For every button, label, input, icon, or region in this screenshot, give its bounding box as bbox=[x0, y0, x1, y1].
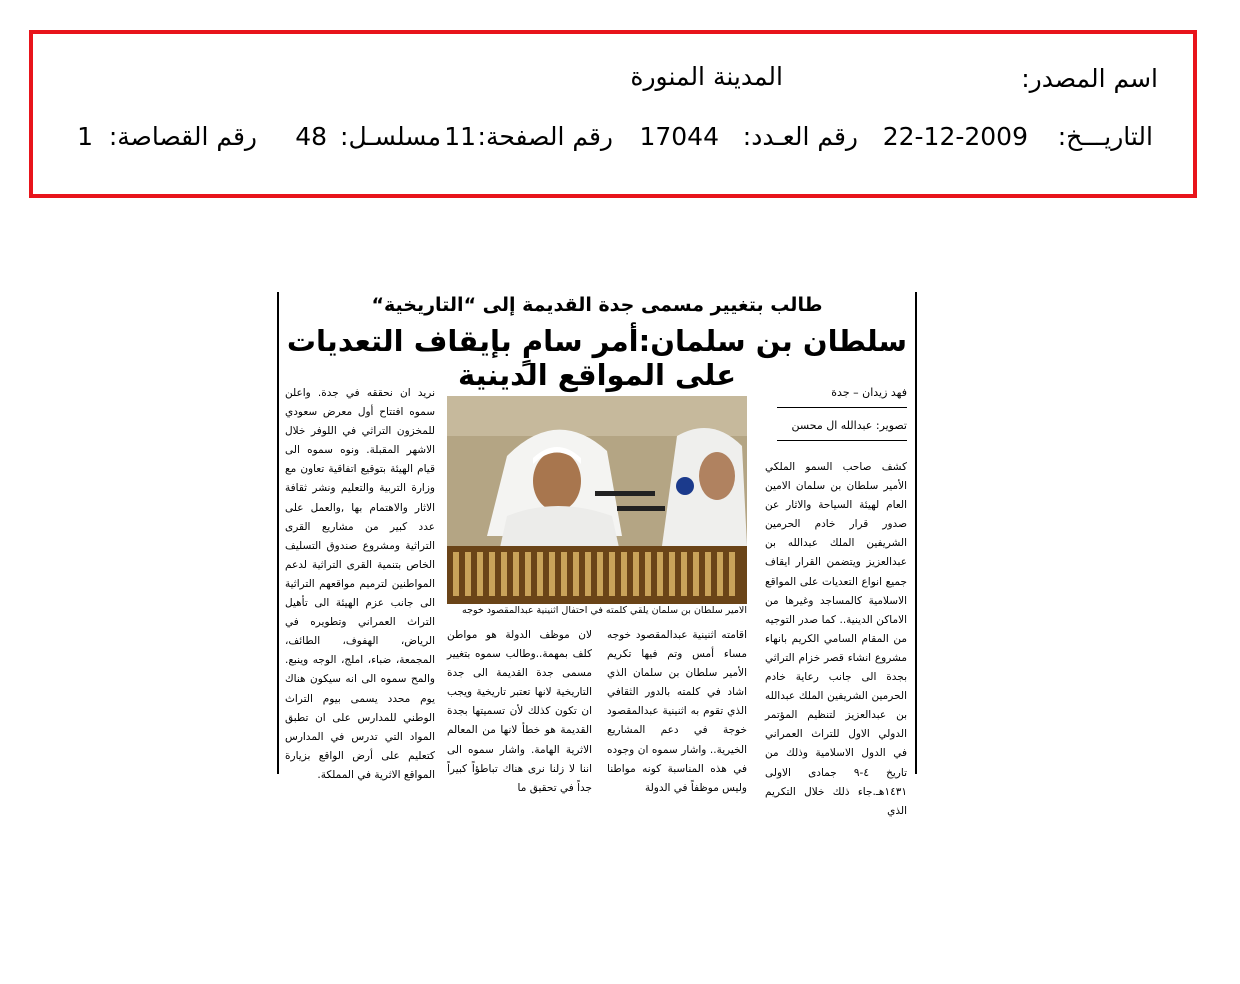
serial-label: مسلسـل: bbox=[340, 122, 441, 151]
byline-author: فهد زيدان – جدة bbox=[831, 386, 907, 399]
source-label: اسم المصدر: bbox=[1021, 64, 1158, 93]
byline-rule-2 bbox=[777, 440, 907, 441]
byline-rule bbox=[777, 407, 907, 408]
clip-value: 1 bbox=[77, 122, 93, 151]
clipping-header bbox=[29, 30, 1197, 198]
page-value: 11 bbox=[444, 122, 476, 151]
article-kicker: طالب بتغيير مسمى جدة القديمة إلى “التاريخية“ bbox=[371, 294, 823, 316]
article-column-2: اقامته اثنينية عبدالمقصود خوجه مساء أمس وتم فيها تكريم الأمير سلطان بن سلمان الذي اشاد في كلمته بالدور الثقافي الذي تقوم به اثنينية عبدالمقصود خوجة في دعم المشاريع الخيرية.. واشار سموه ان وجوده في هذه المناسبة كونه مواطنا وليس موظفاً في الدولة bbox=[607, 629, 747, 794]
article-column-1: كشف صاحب السمو الملكي الأمير سلطان بن سلمان الامين العام لهيئة السياحة والاثار عن صدور قرار خادم الحرمين الشريفين الملك عبدالله بن عبدالعزيز ويتضمن القرار ايقاف جميع انواع التعديات على المواقع الاسلامية كالمساجد وغيرها من الاماكن الدينية.. كما صدر التوجيه من المقام السامي الكريم بانهاء مشروع انشاء قصر خزام التراثي بجدة الى جانب رعاية خادم الحرمين الشريفين الملك عبدالله بن عبدالعزيز لتنظيم المؤتمر الدولي الاول للتراث العمراني في الدول الاسلامية وذلك من تاريخ ٤-٩ جمادى الاولى ١٤٣١هـ.جاء ذلك خلال التكريم الذي bbox=[765, 461, 907, 817]
source-value: المدينة المنورة bbox=[630, 62, 783, 91]
date-value: 22-12-2009 bbox=[882, 122, 1028, 151]
article-column-3: لان موظف الدولة هو مواطن كلف بمهمة..وطالب سموه بتغيير مسمى جدة القديمة الى جدة التاريخية لانها تعتبر تاريخية ويجب ان تكون كذلك لأن تسميتها بجدة القديمة هو خطأ لانها من المعالم الاثرية الهامة. واشار سموه الى اننا لا زلنا نرى هناك تباطؤاً كبيراً جداً في تحقيق ما bbox=[447, 629, 592, 794]
photo-caption: الامير سلطان بن سلمان يلقي كلمته في احتفال اثنينية عبدالمقصود خوجه bbox=[462, 605, 747, 616]
issue-label: رقم العـدد: bbox=[742, 122, 858, 151]
newspaper-article bbox=[277, 292, 917, 817]
byline-photographer: تصوير: عبدالله ال محسن bbox=[791, 419, 907, 432]
article-headline: سلطان بن سلمان:أمر سامٍ بإيقاف التعديات على المواقع الدينية bbox=[286, 324, 908, 392]
page-label: رقم الصفحة: bbox=[477, 122, 613, 151]
clip-label: رقم القصاصة: bbox=[108, 122, 257, 151]
article-column-4: نريد ان نحققه في جدة. واعلن سموه افتتاح أول معرض سعودي للمخزون التراثي في اللوفر خلال الاشهر المقبلة. ونوه سموه الى قيام الهيئة بتوقيع اتفاقية تعاون مع وزارة التربية والتعليم ونشر ثقافة الاثار والاهتمام بها ,والعمل على عدد كبير من مشاريع القرى التراثية ومشروع صندوق التسليف الخاص بتنمية القرى التراثية لدعم المواطنين لترميم مواقعهم التراثية الى جانب عزم الهيئة الى تأهيل التراث العمراني وتطويره في الرياض، الهفوف، الطائف، المجمعة، ضباء، املج، الوجه وينبع. والمح سموه الى انه سيكون هناك يوم محدد يسمى بيوم التراث الوطني للمدارس على ان تطبق المواد التي تدرس في المدارس كتعليم على أرض الواقع بزيارة المواقع الاثرية في المملكة. bbox=[285, 387, 435, 781]
date-label: التاريـــخ: bbox=[1057, 122, 1153, 151]
issue-value: 17044 bbox=[639, 122, 719, 151]
serial-value: 48 bbox=[295, 122, 327, 151]
article-photo bbox=[447, 396, 747, 604]
